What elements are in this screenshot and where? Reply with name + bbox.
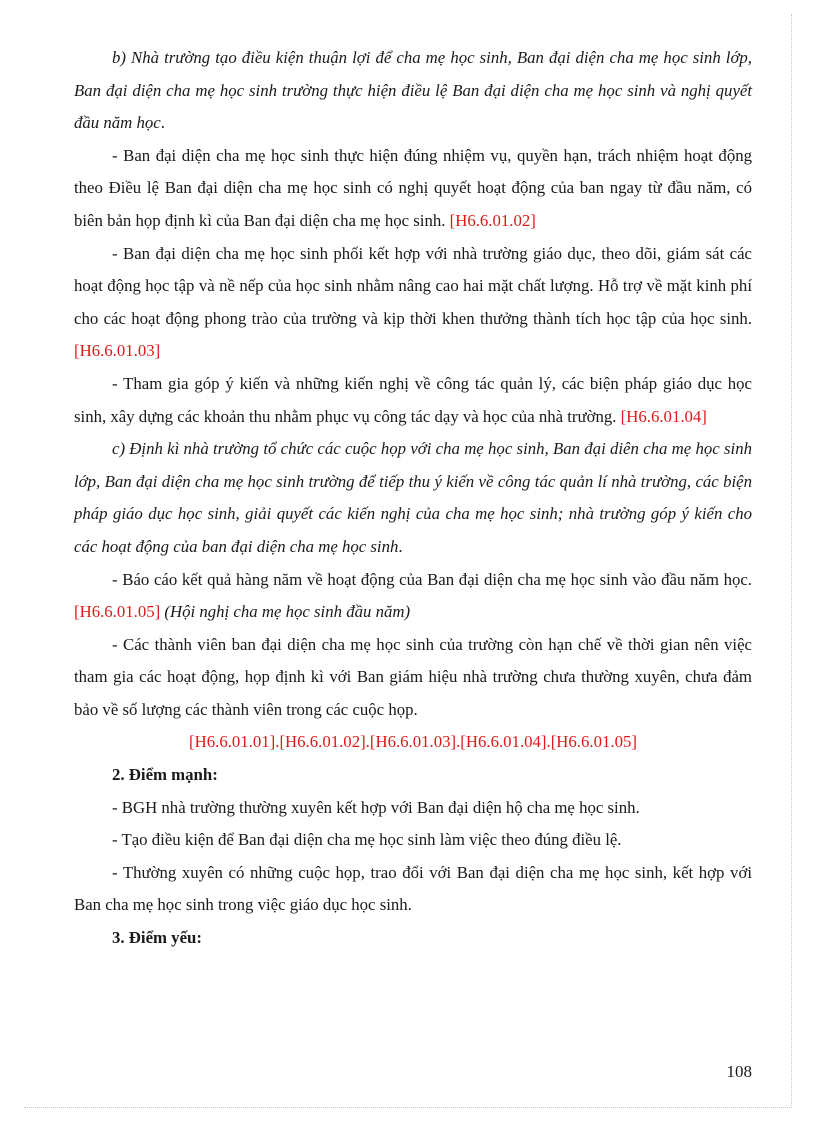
paragraph-b (74, 42, 752, 140)
evidence-ref: [H6.6.01.02] (449, 210, 536, 230)
paragraph-b-period: . (160, 113, 165, 133)
paragraph-4-note: (Hội nghị cha mẹ học sinh đầu năm) (160, 602, 411, 622)
paragraph-5 (74, 629, 752, 727)
weaknesses-heading: 3. Điểm yếu: (112, 928, 202, 948)
paragraph-3-text: - Tham gia góp ý kiến và những kiến nghị về công tác quản lý, các biện pháp giáo dục học sinh, xây dựng các khoản thu nhằm phục vụ công tác dạy và học của nhà trường. (74, 373, 752, 426)
strength-item: - Thường xuyên có những cuộc họp, trao đổi với Ban đại diện cha mẹ học sinh, kết hợp với Ban cha mẹ học sinh trong việc giáo dục học sinh. (74, 862, 752, 915)
evidence-ref: [H6.6.01.03] (74, 341, 161, 361)
paragraph-2-text: - Ban đại diện cha mẹ học sinh phối kết hợp với nhà trường giáo dục, theo dõi, giám sát các hoạt động học tập và nề nếp của học sinh nhằm nâng cao hai mặt chất lượng. Hỗ trợ về mặt kinh phí cho các hoạt động phong trào của trường và kịp thời khen thưởng thành tích học tập của học sinh. (74, 243, 752, 328)
paragraph-c (74, 433, 752, 563)
paragraph-2 (74, 238, 752, 368)
document-body (74, 42, 752, 955)
evidence-refs-line: [H6.6.01.01].[H6.6.01.02].[H6.6.01.03].[H6.6.01.04].[H6.6.01.05] (189, 732, 637, 752)
strengths-heading: 2. Điểm mạnh: (112, 765, 218, 785)
page-number: 108 (726, 1062, 752, 1081)
evidence-ref: [H6.6.01.04] (620, 406, 707, 426)
paragraph-5-text: - Các thành viên ban đại diện cha mẹ học sinh của trường còn hạn chế về thời gian nên việc tham gia các hoạt động, họp định kì với Ban giám hiệu nhà trường chưa thường xuyên, chưa đảm bảo về số lượng các thành viên trong các cuộc họp. (74, 634, 752, 719)
strength-item: - BGH nhà trường thường xuyên kết hợp với Ban đại diện hộ cha mẹ học sinh. (112, 797, 640, 817)
paragraph-c-text: c) Định kì nhà trường tổ chức các cuộc họp với cha mẹ học sinh, Ban đại diên cha mẹ học sinh lớp, Ban đại diện cha mẹ học sinh trường để tiếp thu ý kiến về công tác quản lí nhà trường, các biện pháp giáo dục học sinh, giải quyết các kiến nghị của cha mẹ học sinh; nhà trường góp ý kiến cho các hoạt động của ban đại diện cha mẹ học sinh (74, 439, 752, 556)
paragraph-3 (74, 368, 752, 433)
paragraph-b-text: b) Nhà trường tạo điều kiện thuận lợi để cha mẹ học sinh, Ban đại diện cha mẹ học sinh lớp, Ban đại diện cha mẹ học sinh trường thực hiện điều lệ Ban đại diện cha mẹ học sinh và nghị quyết đầu năm học (74, 48, 752, 133)
evidence-ref: [H6.6.01.05] (74, 602, 161, 622)
paragraph-1 (74, 140, 752, 238)
paragraph-1-text: - Ban đại diện cha mẹ học sinh thực hiện đúng nhiệm vụ, quyền hạn, trách nhiệm hoạt động theo Điều lệ Ban đại diện cha mẹ học sinh có nghị quyết hoạt động của ban ngay từ đầu năm, có biên bản họp định kì của Ban đại diện cha mẹ học sinh. (74, 145, 752, 230)
paragraph-4 (74, 564, 752, 629)
strength-item: - Tạo điều kiện để Ban đại diện cha mẹ học sinh làm việc theo đúng điều lệ. (112, 830, 622, 850)
paragraph-c-period: . (398, 536, 403, 556)
paragraph-4-text: - Báo cáo kết quả hàng năm về hoạt động của Ban đại diện cha mẹ học sinh vào đầu năm học. (112, 569, 752, 589)
